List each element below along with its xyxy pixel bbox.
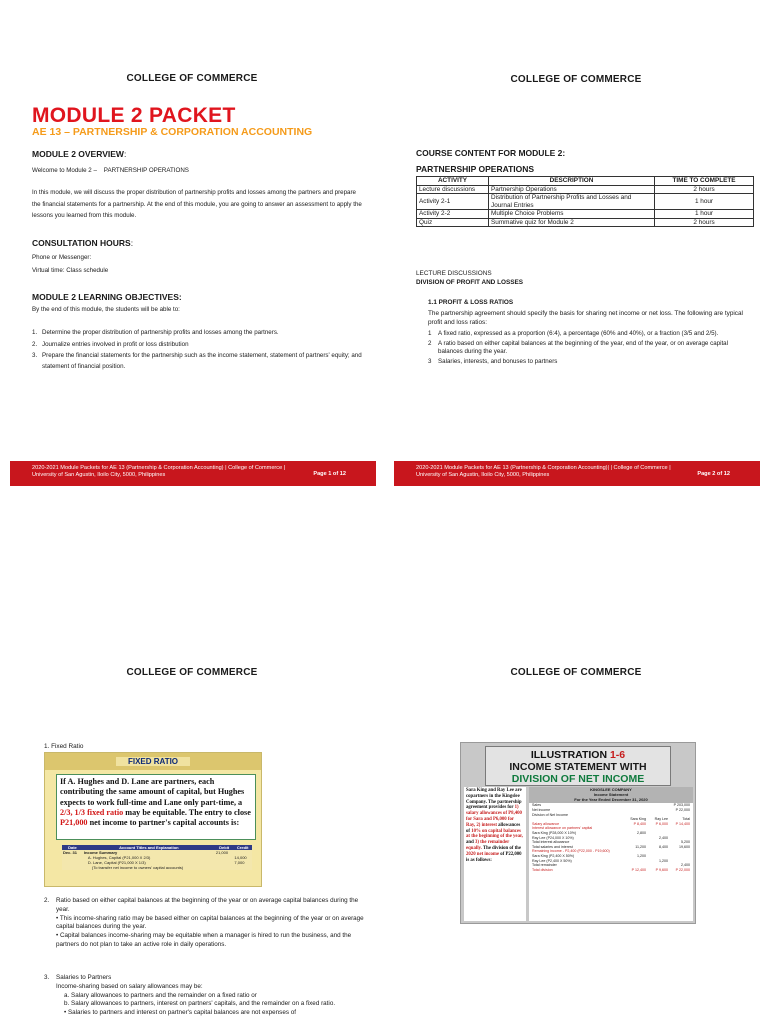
course-topic: PARTNERSHIP OPERATIONS bbox=[416, 164, 535, 174]
list-item: 3. Prepare the financial statements for the partnership such as the income statement, statement of partners' equity; and statement of financial position. bbox=[32, 352, 362, 370]
table-cell: Interest allowance on partners' capital bbox=[532, 826, 593, 831]
table-cell: 21,000 bbox=[215, 850, 234, 870]
income-statement bbox=[529, 787, 693, 921]
table-cell: P 12,400 bbox=[631, 867, 646, 872]
table-cell: 2,800 bbox=[637, 830, 646, 835]
table-cell: Total bbox=[682, 817, 690, 822]
table-cell: Activity 2-1 bbox=[417, 194, 489, 210]
table-row bbox=[417, 210, 754, 219]
table-cell: Net income bbox=[532, 807, 551, 812]
list-item: 2. Journalize entries involved in profit or loss distribution bbox=[32, 340, 189, 348]
ratio-list bbox=[428, 330, 754, 367]
table-cell: Total remainder bbox=[532, 863, 557, 868]
module-subtitle: AE 13 – PARTNERSHIP & CORPORATION ACCOUNTING bbox=[32, 126, 313, 138]
table-header: DESCRIPTION bbox=[489, 177, 655, 186]
table-cell: Lecture discussions bbox=[417, 185, 489, 194]
college-header: COLLEGE OF COMMERCE bbox=[126, 73, 258, 84]
table-cell: Total division bbox=[532, 867, 553, 872]
slide-text-box: If A. Hughes and D. Lane are partners, each contributing the same amount of capital, but Hughes expects to work full-time and Lane only part-time, a 2/3, 1/3 fixed ratio may be equitable. The entry to close P21,000 net income to partner's capital accounts is: bbox=[56, 774, 256, 840]
table-row bbox=[62, 850, 252, 870]
page-footer bbox=[10, 461, 376, 486]
table-cell: 1,200 bbox=[659, 858, 668, 863]
lecture-label: LECTURE DISCUSSIONS bbox=[416, 270, 492, 277]
table-cell: 11,200 bbox=[635, 844, 646, 849]
table-header: ACTIVITY bbox=[417, 177, 489, 186]
table-cell: Partnership Operations bbox=[489, 185, 655, 194]
module-title: MODULE 2 PACKET bbox=[32, 104, 236, 127]
table-cell: 19,600 bbox=[679, 844, 690, 849]
consultation-heading: CONSULTATION HOURS: bbox=[32, 238, 134, 248]
list-item: 3 Salaries, interests, and bonuses to partners bbox=[428, 357, 558, 365]
table-cell: Dec. 31 bbox=[62, 850, 83, 870]
list-item: 2 A ratio based on either capital balances at the beginning of the year, end of the year, or on average capital balances during the year. bbox=[428, 339, 728, 356]
table-cell: 2,400 bbox=[681, 863, 690, 868]
page-2 bbox=[384, 0, 768, 512]
welcome-line: Welcome to Module 2 – PARTNERSHIP OPERATIONS bbox=[32, 167, 189, 174]
table-cell: 5,200 bbox=[681, 840, 690, 845]
footer-line: University of San Agustin, Iloilo City, 5000, Philippines bbox=[416, 471, 550, 478]
table-cell: Sara King (P2,400 X 50%) bbox=[532, 853, 575, 858]
table-row bbox=[417, 218, 754, 227]
table-cell: Summative quiz for Module 2 bbox=[489, 218, 655, 227]
consultation-time: Virtual time: Class schedule bbox=[32, 267, 109, 274]
consultation-phone: Phone or Messenger: bbox=[32, 254, 92, 261]
item-fixed-ratio: 1. Fixed Ratio bbox=[44, 743, 84, 750]
footer-line: 2020-2021 Module Packets for AE 13 (Partnership & Corporation Accounting) | College of Commerce | bbox=[32, 465, 286, 471]
table-cell: Total interest allowance bbox=[532, 840, 570, 845]
table-cell: Ray Lee bbox=[654, 817, 668, 822]
table-cell: P 22,000 bbox=[675, 807, 690, 812]
table-cell: Total salaries and interest bbox=[532, 844, 573, 849]
illustration-title: ILLUSTRATION 1-6 INCOME STATEMENT WITH DIVISION OF NET INCOME bbox=[485, 746, 671, 786]
table-cell: P 6,000 bbox=[655, 821, 668, 826]
table-cell: Multiple Choice Problems bbox=[489, 210, 655, 219]
table-cell: 1 hour bbox=[655, 210, 754, 219]
division-heading: DIVISION OF PROFIT AND LOSSES bbox=[416, 279, 523, 286]
table-cell: P 8,400 bbox=[633, 821, 646, 826]
table-cell: Quiz bbox=[417, 218, 489, 227]
table-cell: Distribution of Partnership Profits and Losses and Journal Entries bbox=[489, 194, 655, 210]
list-item: 1 A fixed ratio, expressed as a proportion (6:4), a percentage (60% and 40%), or a fraction (3/5 and 2/5). bbox=[428, 330, 719, 337]
course-heading: COURSE CONTENT FOR MODULE 2: bbox=[416, 148, 566, 158]
footer-line: University of San Agustin, Iloilo City, 5000, Philippines bbox=[32, 471, 166, 478]
college-header: COLLEGE OF COMMERCE bbox=[510, 667, 642, 678]
table-cell: P 22,000 bbox=[675, 867, 690, 872]
table-header: Account Titles and Explanation bbox=[83, 845, 215, 850]
table-cell: Sara King bbox=[630, 817, 646, 822]
table-cell: Activity 2-2 bbox=[417, 210, 489, 219]
table-cell: Income Summary A. Hughes, Capital (P21,000 X 2/3) D. Lane, Capital (P21,000 X 1/3) (To transfer net income to owners' capital accounts) bbox=[83, 850, 215, 870]
table-cell: Remaining income - P2,400 (P22,000 - P19,600) bbox=[532, 849, 610, 854]
page-4 bbox=[384, 512, 768, 1024]
table-cell: 2 hours bbox=[655, 185, 754, 194]
table-cell: Ray Lee (P24,000 X 10%) bbox=[532, 835, 574, 840]
table-cell: Sara King (P28,000 X 10%) bbox=[532, 830, 577, 835]
overview-heading: MODULE 2 OVERVIEW: bbox=[32, 149, 127, 159]
slide-banner: FIXED RATIO bbox=[45, 753, 261, 770]
page-footer bbox=[394, 461, 760, 486]
table-header: Credit bbox=[233, 845, 252, 850]
footer-line: 2020-2021 Module Packets for AE 13 (Partnership & Corporation Accounting)| | College of Commerce | bbox=[416, 465, 671, 471]
table-cell: 2,400 bbox=[659, 835, 668, 840]
illustration-problem-text: Sara King and Ray Lee are copartners in the Kingslee Company. The partnership agreement provides for 1) salary allowances of P8,400 for Sara and P6,000 for Ray, 2) interest allowances of 10% on capital balances at the beginning of the year, and 3) the remainder equally. The division of the 2020 net income of P22,000 is as follows: bbox=[464, 787, 526, 921]
objectives-intro: By the end of this module, the students will be able to: bbox=[32, 306, 180, 313]
item-capital-ratio: 2. Ratio based on either capital balances at the beginning of the year or on average capital balances during the year. • This income-sharing ratio may be based either on capital balances at the beginning of the year or on average capital balances during the year. • Capital balances income-sharing may be equitable when a manager is hired to run the business, and the partners do not plan to take an active role in daily operations. bbox=[44, 897, 364, 948]
list-item: 1. Determine the proper distribution of partnership profits and losses among the partners. bbox=[32, 329, 279, 336]
table-cell: Sales bbox=[532, 803, 541, 808]
table-row bbox=[529, 868, 693, 873]
table-cell: Division of Net Income bbox=[532, 812, 568, 817]
course-table bbox=[416, 176, 754, 227]
table-row bbox=[417, 194, 754, 210]
table-cell: P 9,600 bbox=[655, 867, 668, 872]
table-header: Date bbox=[62, 845, 83, 850]
table-cell: 14,000 7,000 bbox=[233, 850, 252, 870]
college-header: COLLEGE OF COMMERCE bbox=[510, 74, 642, 85]
journal-entry-table bbox=[62, 845, 252, 870]
section-heading: 1.1 PROFIT & LOSS RATIOS bbox=[428, 299, 514, 306]
statement-header: KINGSLEE COMPANY Income Statement For the Year Ended December 31, 2020 bbox=[529, 787, 693, 803]
intro-paragraph: In this module, we will discuss the proper distribution of partnership profits and losses among the partners and prepare the financial statements for a partnership. At the end of this module, you are going to answer an assessment to apply the lessons you learned from this module. bbox=[32, 189, 362, 219]
table-cell: 2 hours bbox=[655, 218, 754, 227]
section-intro: The partnership agreement should specify the basis for sharing net income or net loss. The following are typical profit and loss ratios: bbox=[428, 310, 743, 326]
table-header: TIME TO COMPLETE bbox=[655, 177, 754, 186]
table-cell: Salary allowance bbox=[532, 821, 560, 826]
statement-rows bbox=[529, 803, 693, 872]
page-number: Page 2 of 12 bbox=[697, 471, 730, 477]
college-header: COLLEGE OF COMMERCE bbox=[126, 667, 258, 678]
table-cell: 8,400 bbox=[659, 844, 668, 849]
table-row bbox=[417, 185, 754, 194]
table-cell: P 14,400 bbox=[675, 821, 690, 826]
item-salaries: 3. Salaries to Partners Income-sharing based on salary allowances may be: a. Salary allowances to partners and the remainder on a fixed ratio or b. Salary allowances to partners, interest on partners' capitals, and the remainder on a fixed ratio. • Salaries to partners and interest on partner's capital balances are not expenses of bbox=[44, 974, 336, 1017]
fixed-ratio-slide-image bbox=[44, 752, 262, 887]
page-1 bbox=[0, 0, 384, 512]
objectives-list bbox=[32, 328, 362, 373]
table-cell: Ray Lee (P2,400 X 50%) bbox=[532, 858, 572, 863]
objectives-heading: MODULE 2 LEARNING OBJECTIVES: bbox=[32, 292, 182, 302]
table-cell: 1 hour bbox=[655, 194, 754, 210]
page-number: Page 1 of 12 bbox=[313, 471, 346, 477]
table-cell: 1,200 bbox=[637, 853, 646, 858]
page-3 bbox=[0, 512, 384, 1024]
table-header: Debit bbox=[215, 845, 234, 850]
illustration-slide-image bbox=[460, 742, 696, 924]
table-cell: P 203,000 bbox=[673, 803, 690, 808]
